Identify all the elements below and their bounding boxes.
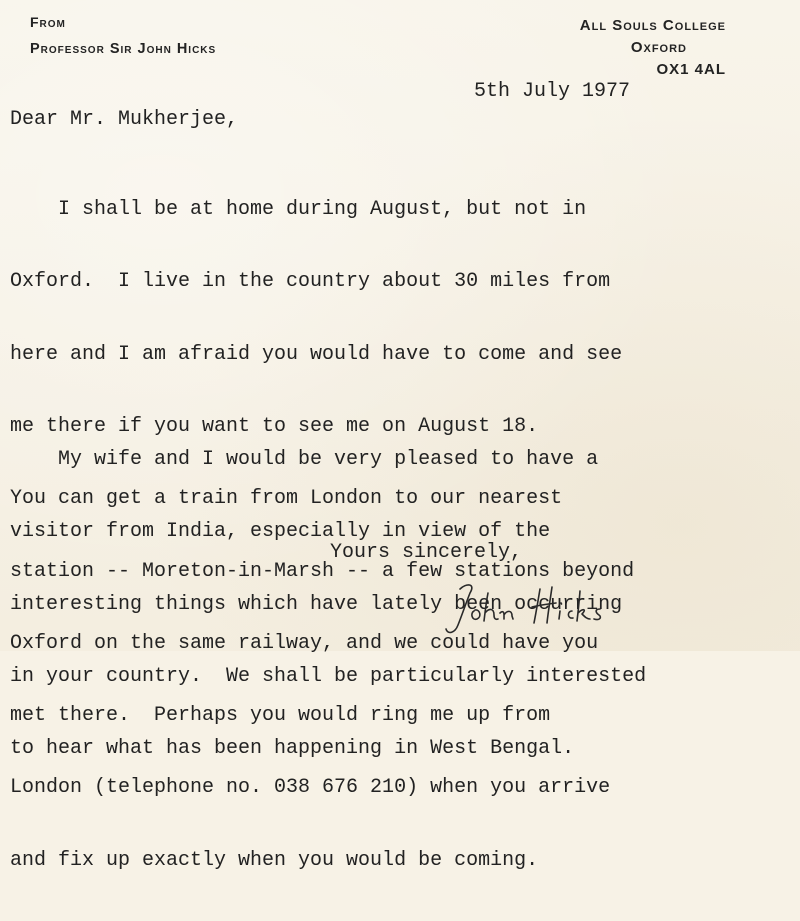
body-line: Oxford. I live in the country about 30 miles from <box>10 270 611 294</box>
body-line: You can get a train from London to our nearest <box>10 487 563 511</box>
salutation: Dear Mr. Mukherjee, <box>10 108 239 131</box>
body-line: station -- Moreton-in-Marsh -- a few stations beyond <box>10 559 635 583</box>
body-line: here and I am afraid you would have to come and see <box>10 342 623 366</box>
address-line-college: All Souls College <box>579 17 726 34</box>
body-line: London (telephone no. 038 676 210) when you arrive <box>10 776 611 800</box>
sender-address <box>580 15 726 81</box>
body-line: My wife and I would be very pleased to have a <box>10 448 599 472</box>
body-line: interesting things which have lately been occurring <box>10 592 623 616</box>
body-line: Oxford on the same railway, and we could have you <box>10 631 599 655</box>
body-line: in your country. We shall be particularly interested <box>10 665 647 689</box>
handwritten-signature <box>436 575 626 645</box>
address-line-postcode: OX1 4AL <box>656 61 726 78</box>
body-line: met there. Perhaps you would ring me up from <box>10 704 551 728</box>
body-line: I shall be at home during August, but not in <box>10 198 587 222</box>
letter-date: 5th July 1977 <box>474 80 631 103</box>
sender-name: Professor Sir John Hicks <box>30 41 217 57</box>
body-line: and fix up exactly when you would be coming. <box>10 848 539 872</box>
from-label: From <box>30 14 66 30</box>
address-line-city: Oxford <box>630 39 687 56</box>
body-line: to hear what has been happening in West Bengal. <box>10 737 575 761</box>
body-line: me there if you want to see me on August 18. <box>10 415 539 439</box>
body-line: visitor from India, especially in view of the <box>10 520 551 544</box>
closing: Yours sincerely, <box>330 541 523 564</box>
